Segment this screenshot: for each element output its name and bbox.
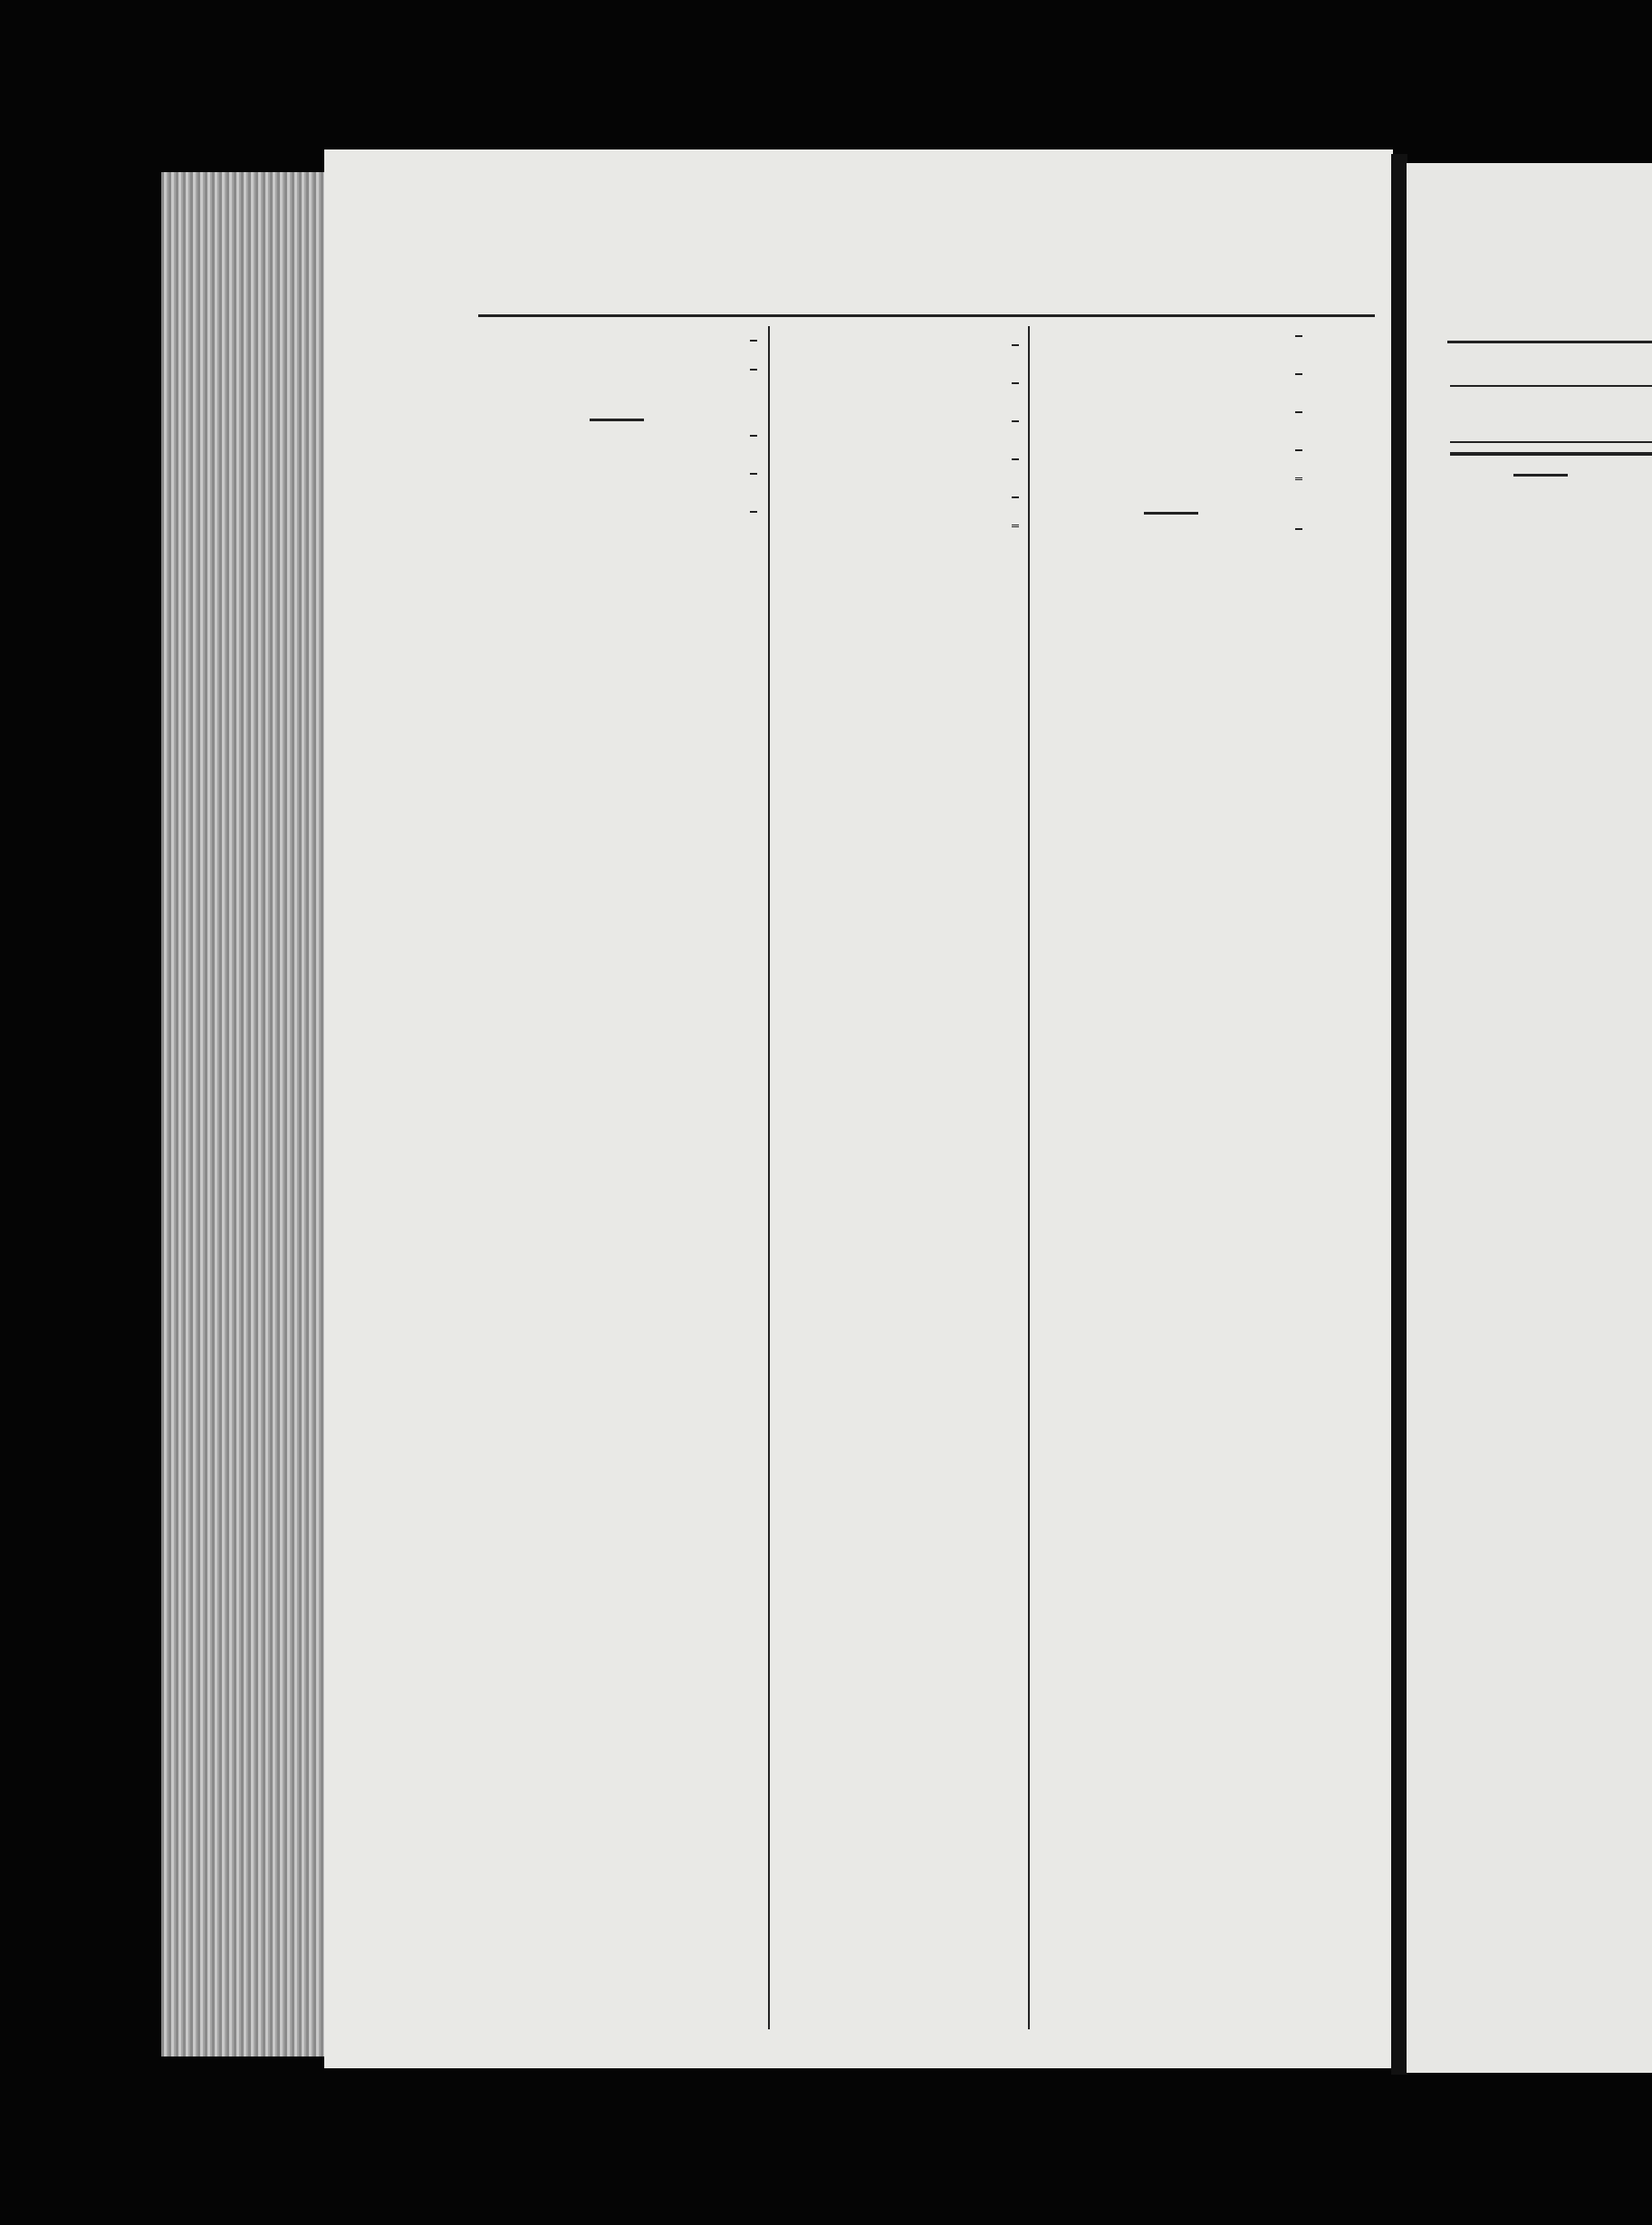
divider bbox=[1450, 452, 1652, 456]
branch-total bbox=[779, 343, 1019, 369]
header-rule bbox=[478, 314, 1375, 317]
section-leeds bbox=[779, 419, 1019, 445]
section-ebenezer bbox=[779, 458, 1019, 483]
branch-total bbox=[476, 472, 757, 497]
divider bbox=[1144, 512, 1198, 515]
section-juvenile-1 bbox=[1040, 334, 1302, 360]
branch-total bbox=[1040, 527, 1302, 553]
section-wesley bbox=[779, 343, 1019, 369]
divider bbox=[590, 419, 644, 421]
section-juvenile-3 bbox=[1040, 410, 1302, 436]
column-3 bbox=[1040, 331, 1302, 553]
section-petworth bbox=[1040, 527, 1302, 553]
column-rule-2 bbox=[1028, 326, 1030, 2029]
subtotal bbox=[476, 339, 757, 364]
divider bbox=[1513, 474, 1568, 477]
header-rule bbox=[1447, 341, 1652, 343]
section-south-lake bbox=[476, 434, 757, 459]
branch-total bbox=[1040, 410, 1302, 436]
section-woodburn bbox=[476, 472, 757, 497]
branch-total bbox=[476, 434, 757, 459]
branch-total bbox=[1040, 334, 1302, 360]
section-trotter bbox=[779, 381, 1019, 407]
divider bbox=[1450, 385, 1652, 387]
book-page-edges bbox=[161, 172, 333, 2056]
mission-total bbox=[1040, 477, 1302, 503]
section-juvenile-2 bbox=[1040, 372, 1302, 398]
section-pine-grove bbox=[476, 510, 757, 535]
branch-total bbox=[1040, 372, 1302, 398]
left-page bbox=[324, 149, 1393, 2068]
right-page bbox=[1407, 163, 1652, 2073]
book-gutter bbox=[1391, 154, 1407, 2075]
column-1 bbox=[476, 335, 757, 535]
branch-total bbox=[779, 381, 1019, 407]
branch-total bbox=[779, 496, 1019, 521]
column-2 bbox=[779, 331, 1019, 570]
column-4 bbox=[1450, 349, 1652, 493]
mission-total bbox=[779, 525, 1019, 550]
branch-total bbox=[779, 419, 1019, 445]
section-total bbox=[476, 368, 757, 393]
branch-total bbox=[1040, 448, 1302, 474]
divider bbox=[1450, 441, 1652, 443]
section-seeley bbox=[779, 496, 1019, 521]
branch-total bbox=[779, 458, 1019, 483]
column-rule-1 bbox=[768, 326, 770, 2029]
section-roblin bbox=[1040, 448, 1302, 474]
branch-total bbox=[476, 510, 757, 535]
